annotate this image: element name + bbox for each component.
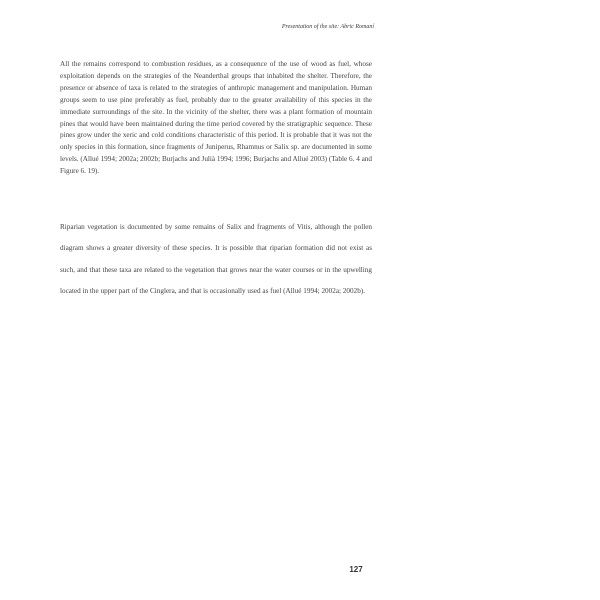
running-header: Presentation of the site: Abric Romaní [281,24,374,30]
body-paragraph-combustion-residues: All the remains correspond to combustion residues, as a consequence of the use of wood as fuel, whose exploitation depends on the strategies of the Neanderthal groups that inhabited the shelter. Therefore, the presence or absence of taxa is related to the strategies of anthropic management and manipulation. Human groups seem to use pine preferably as fuel, probably due to the greater availability of this species in the immediate surroundings of the site. In the vicinity of the shelter, there was a plant formation of mountain pines that would have been maintained during the time period covered by the stratigraphic sequence. These pines grow under the xeric and cold conditions characteristic of this period. It is probable that it was not the only species in this formation, since fragments of Juniperus, Rhamnus or Salix sp. are documented in some levels. (Allué 1994; 2002a; 2002b; Burjachs and Julià 1994; 1996; Burjachs and Allué 2003) (Table 6. 4 and Figure 6. 19). [60,60,372,176]
page-number: 127 [349,565,363,574]
body-paragraph-riparian-vegetation: Riparian vegetation is documented by some remains of Salix and fragments of Vitis, although the pollen diagram shows a greater diversity of these species. It is possible that riparian formation did not exist as such, and that these taxa are related to the vegetation that grows near the water courses or in the upwelling located in the upper part of the Cinglera, and that is occasionally used as fuel (Allué 1994; 2002a; 2002b). [60,223,372,295]
